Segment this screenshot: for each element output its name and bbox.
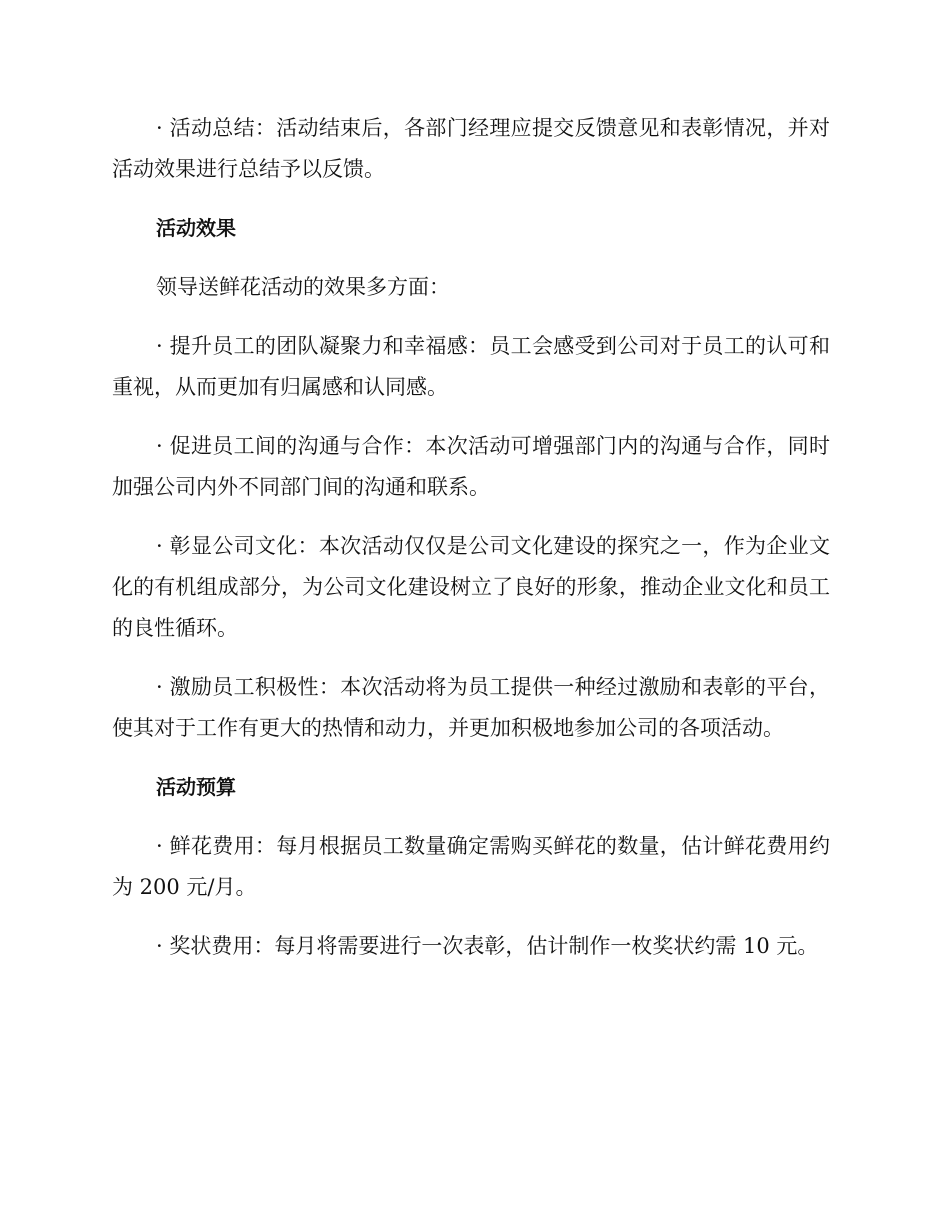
paragraph-certificate-cost: · 奖状费用：每月将需要进行一次表彰，估计制作一枚奖状约需 10 元。 [156, 934, 819, 958]
paragraph-flower-cost: · 鲜花费用：每月根据员工数量确定需购买鲜花的数量，估计鲜花费用约为 200 元/月。 [112, 834, 830, 899]
paragraph-motivation: · 激励员工积极性：本次活动将为员工提供一种经过激励和表彰的平台，使其对于工作有更大的热情和动力，并更加积极地参加公司的各项活动。 [112, 675, 830, 740]
paragraph-company-culture: · 彰显公司文化：本次活动仅仅是公司文化建设的探究之一，作为企业文化的有机组成部分，为公司文化建设树立了良好的形象，推动企业文化和员工的良性循环。 [112, 534, 830, 640]
section-heading-activity-effects: 活动效果 [156, 216, 236, 240]
paragraph-team-cohesion: · 提升员工的团队凝聚力和幸福感：员工会感受到公司对于员工的认可和重视，从而更加有归属感和认同感。 [112, 334, 830, 399]
paragraph-activity-summary: · 活动总结：活动结束后，各部门经理应提交反馈意见和表彰情况，并对活动效果进行总结予以反馈。 [112, 116, 830, 181]
paragraph-effects-intro: 领导送鲜花活动的效果多方面： [156, 275, 450, 299]
section-heading-activity-budget: 活动预算 [156, 775, 236, 799]
paragraph-communication: · 促进员工间的沟通与合作：本次活动可增强部门内的沟通与合作，同时加强公司内外不同部门间的沟通和联系。 [112, 434, 830, 499]
document-page [112, 108, 830, 985]
